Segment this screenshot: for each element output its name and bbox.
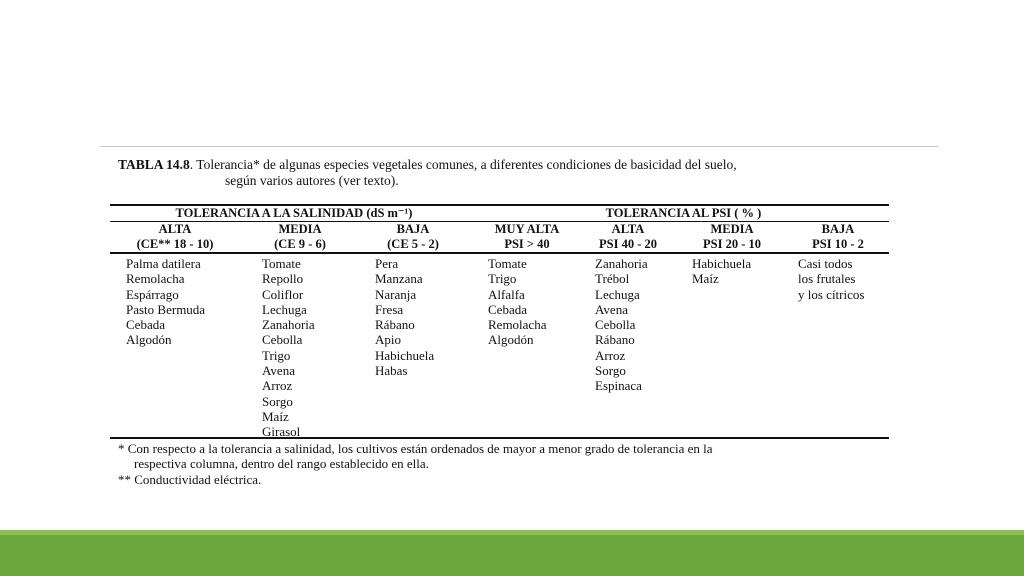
list-item: Pasto Bermuda [126,301,206,317]
list-item: Remolacha [488,317,547,333]
header-salinity: TOLERANCIA A LA SALINIDAD (dS m⁻¹) [175,206,413,220]
list-item: Habas [375,363,408,379]
list-item: Habichuela [375,347,435,363]
list-item: Trigo [262,347,291,363]
list-item: Fresa [375,301,404,317]
list-item: Maíz [262,408,289,424]
list-item: Palma datilera [126,256,201,271]
list-item: Manzana [375,271,423,287]
col-title: MEDIA [278,222,322,236]
col-range: (CE** 18 - 10) [136,237,214,251]
list-item: Remolacha [126,271,185,287]
list-item: Habichuela [692,256,752,271]
col-title: MUY ALTA [494,222,560,236]
list-item: Cebolla [595,317,636,333]
list-item: Sorgo [262,393,293,409]
list-item: Avena [595,301,628,317]
column-salinity-media [262,256,315,440]
list-item: Avena [262,363,295,379]
list-item: Lechuga [262,301,307,317]
table-bottom-rule [110,437,889,439]
list-item: Alfalfa [488,286,525,302]
footnote-2: ** Conductividad eléctrica. [118,472,262,487]
table-header-rule [110,252,889,254]
col-range: PSI 40 - 20 [599,237,657,251]
col-title: BAJA [396,222,430,236]
list-item: Zanahoria [595,256,648,271]
list-item: Espárrago [126,286,179,302]
list-item: Pera [375,256,399,271]
footnote-1-line-1: * Con respecto a la tolerancia a salinidad, los cultivos están ordenados de mayor a menor grado de tolerancia en la [118,441,713,456]
column-salinity-alta [126,256,205,348]
col-title: MEDIA [710,222,754,236]
col-title: ALTA [158,222,192,236]
list-item: Algodón [488,332,534,348]
list-item: Coliflor [262,286,304,302]
slide-top-divider [100,146,938,147]
col-header-psi-muy-alta [478,222,576,252]
list-item: Tomate [262,256,301,271]
list-item: Cebolla [262,332,303,348]
list-item: Cebada [126,317,165,333]
list-item: Casi todos [798,256,853,271]
table-caption [118,157,918,189]
col-range: PSI 10 - 2 [812,237,864,251]
column-salinity-baja [375,256,434,378]
column-psi-alta [595,256,648,394]
list-item: Repollo [262,271,304,287]
list-item: Rábano [595,332,635,348]
col-header-salinity-media [250,222,350,252]
list-item: Apio [375,332,401,348]
list-item: los frutales [798,271,856,287]
slide-bottom-band-highlight [0,530,1024,535]
list-item: Arroz [262,378,293,394]
footnote-1-line-2: respectiva columna, dentro del rango establecido en ella. [134,456,429,471]
list-item: y los cítricos [798,286,865,302]
col-title: BAJA [821,222,855,236]
column-psi-baja [798,256,864,302]
col-title: ALTA [611,222,645,236]
col-header-psi-alta [580,222,676,252]
col-range: PSI 20 - 10 [703,237,761,251]
list-item: Naranja [375,286,417,302]
caption-line-2: según varios autores (ver texto). [225,173,399,188]
table-label: TABLA 14.8 [118,157,190,172]
list-item: Trébol [595,271,630,287]
list-item: Lechuga [595,286,640,302]
list-item: Maíz [692,271,719,287]
col-header-psi-baja [790,222,886,252]
list-item: Arroz [595,347,626,363]
list-item: Algodón [126,332,172,348]
caption-line-1: . Tolerancia* de algunas especies vegetales comunes, a diferentes condiciones de basicidad del suelo, [189,157,737,172]
col-range: (CE 9 - 6) [274,237,326,251]
list-item: Girasol [262,424,301,440]
list-item: Trigo [488,271,517,287]
column-psi-muy-alta [488,256,546,348]
column-psi-media [692,256,751,287]
col-header-salinity-baja [363,222,463,252]
list-item: Espinaca [595,378,642,394]
footnote-1 [118,441,918,471]
col-range: (CE 5 - 2) [387,237,439,251]
list-item: Cebada [488,301,527,317]
slide-bottom-band [0,530,1024,576]
list-item: Tomate [488,256,527,271]
list-item: Zanahoria [262,317,315,333]
col-range: PSI > 40 [504,237,550,251]
list-item: Sorgo [595,363,626,379]
col-header-psi-media [684,222,780,252]
col-header-salinity-alta [115,222,235,252]
list-item: Rábano [375,317,415,333]
header-psi: TOLERANCIA AL PSI ( % ) [605,206,762,220]
